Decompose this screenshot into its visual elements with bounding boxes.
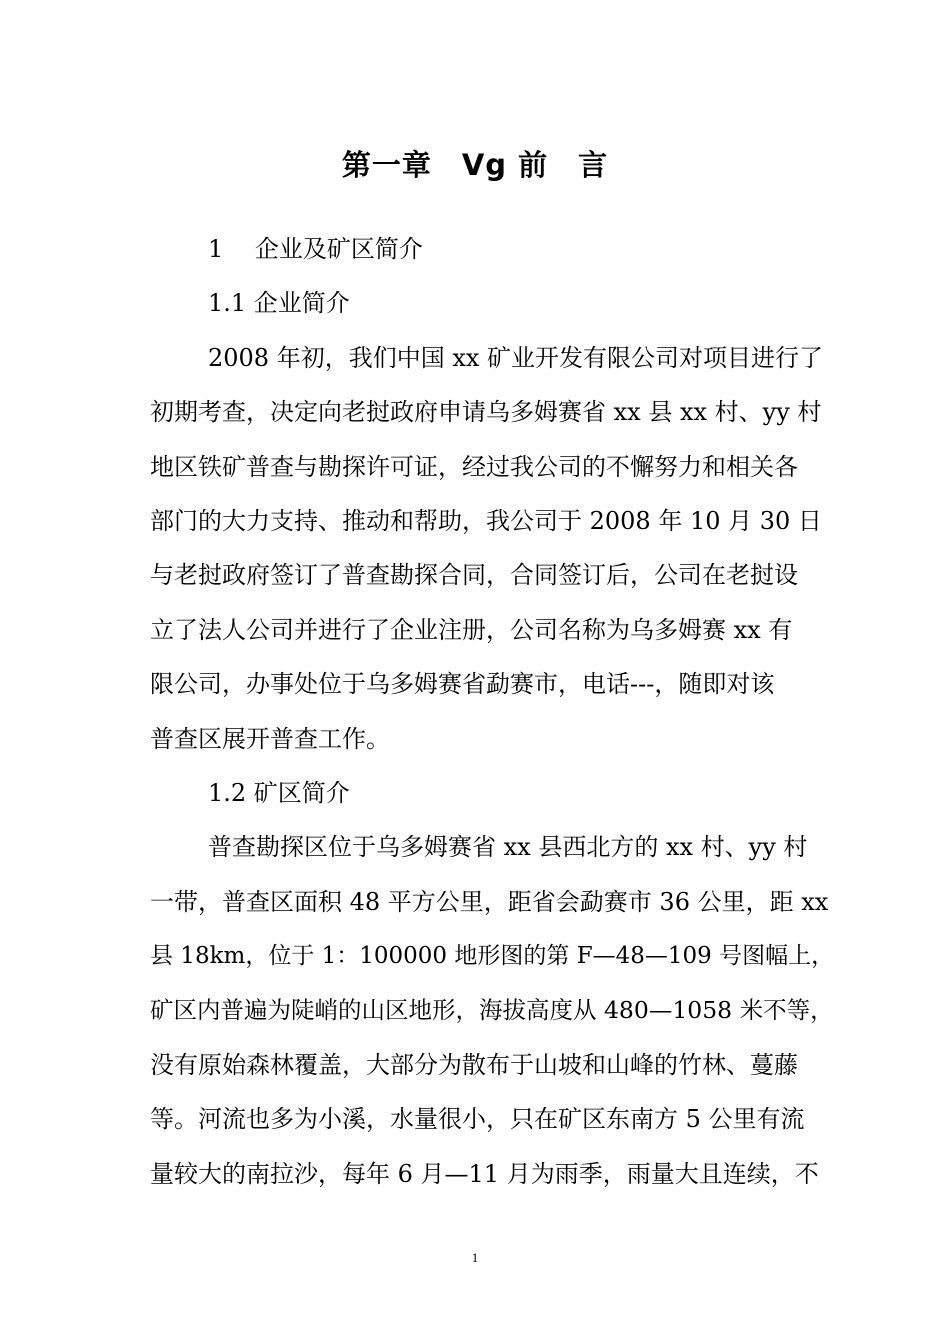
section-heading-1-1: 1.1 企业简介: [208, 289, 350, 318]
chapter-title: 第一章 Vg 前 言: [341, 148, 609, 182]
paragraph-line: 普查区展开普查工作。: [150, 724, 390, 753]
paragraph-line: 初期考查，决定向老挝政府申请乌多姆赛省 xx 县 xx 村、yy 村: [150, 398, 822, 427]
paragraph-line: 部门的大力支持、推动和帮助，我公司于 2008 年 10 月 30 日: [150, 506, 822, 535]
paragraph-mining-area-intro: [150, 820, 840, 1201]
paragraph-line: 2008 年初，我们中国 xx 矿业开发有限公司对项目进行了: [208, 343, 824, 372]
paragraph-line: 普查勘探区位于乌多姆赛省 xx 县西北方的 xx 村、yy 村: [208, 833, 808, 862]
paragraph-line: 量较大的南拉沙，每年 6 月—11 月为雨季，雨量大且连续，不: [150, 1159, 819, 1188]
paragraph-line: 等。河流也多为小溪，水量很小，只在矿区东南方 5 公里有流: [150, 1105, 805, 1134]
paragraph-company-intro: [150, 331, 840, 766]
section-heading-1: 1 企业及矿区简介: [208, 235, 423, 263]
paragraph-line: 一带，普查区面积 48 平方公里，距省会勐赛市 36 公里，距 xx: [150, 887, 829, 916]
paragraph-line: 矿区内普遍为陡峭的山区地形，海拔高度从 480—1058 米不等，: [150, 996, 834, 1025]
paragraph-line: 立了法人公司并进行了企业注册，公司名称为乌多姆赛 xx 有: [150, 615, 793, 644]
section-heading-1-2: 1.2 矿区简介: [208, 778, 350, 807]
body-text: [150, 222, 840, 1201]
page-number: 1: [471, 1250, 479, 1265]
paragraph-line: 县 18km，位于 1：100000 地形图的第 F—48—109 号图幅上，: [150, 943, 835, 970]
paragraph-line: 限公司，办事处位于乌多姆赛省勐赛市，电话---，随即对该: [150, 670, 775, 699]
paragraph-line: 与老挝政府签订了普查勘探合同，合同签订后，公司在老挝设: [150, 561, 798, 590]
paragraph-line: 地区铁矿普查与勘探许可证，经过我公司的不懈努力和相关各: [150, 452, 798, 481]
paragraph-line: 没有原始森林覆盖，大部分为散布于山坡和山峰的竹林、蔓藤: [150, 1050, 798, 1079]
